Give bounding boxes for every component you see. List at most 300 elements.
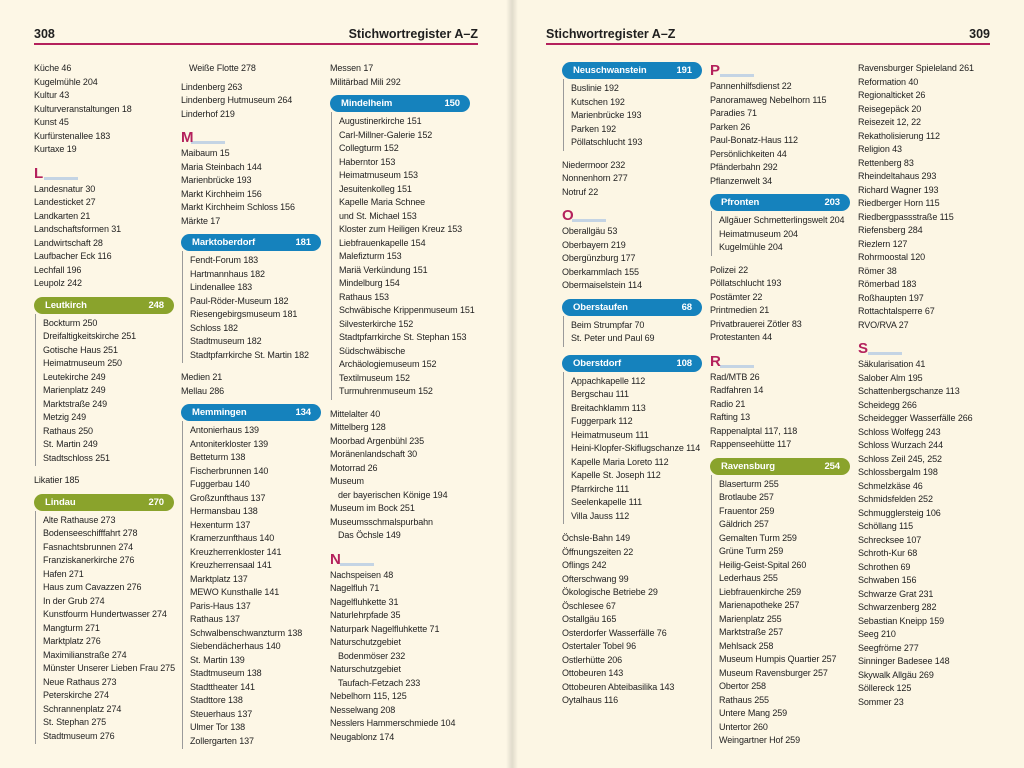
place-box-list: [182, 251, 321, 363]
index-entry: Oberallgäu 53: [562, 226, 618, 236]
place-box-entry: Liebfrauenkapelle 154: [339, 237, 426, 248]
letter-heading-bar: [340, 563, 374, 566]
place-box-title: Ravensburg: [721, 460, 775, 472]
place-box-entry: Gäldrich 257: [719, 519, 769, 529]
index-entry: Nesslers Hammerschmiede 104: [330, 718, 456, 728]
place-box-entry: Dreifaltigkeitskirche 251: [43, 331, 137, 341]
place-box-header: [562, 299, 702, 316]
index-entry: Moorbad Argenbühl 235: [330, 435, 424, 446]
place-box-entry: Kapelle Maria Loreto 112: [571, 456, 669, 467]
index-entry: Lindenberg 263: [181, 81, 243, 92]
place-box: [181, 234, 321, 363]
index-entry: Schrecksee 107: [858, 534, 922, 545]
running-title-right: Stichwortregister A–Z: [546, 27, 676, 41]
place-box-entry: Kapelle St. Joseph 112: [571, 470, 661, 480]
place-box-entry: Fuggerpark 112: [571, 416, 633, 426]
index-entry: Ostlerhütte 206: [562, 654, 623, 665]
index-entry: Söllereck 125: [858, 683, 912, 693]
index-column-2: [181, 62, 321, 757]
index-entry: Markt Kirchheim 156: [181, 188, 262, 199]
place-box-title: Neuschwanstein: [573, 65, 647, 76]
place-box-title: Mindelheim: [341, 98, 393, 109]
place-box-entry: Heilig-Geist-Spital 260: [719, 559, 807, 570]
header-rule: [34, 43, 478, 45]
place-box-page: 254: [824, 460, 840, 472]
letter-heading-bar: [868, 352, 902, 355]
index-entry: Obermaiselstein 114: [562, 280, 642, 290]
place-box-title: Marktoberdorf: [192, 237, 256, 248]
index-entry: Säkularisation 41: [858, 359, 926, 369]
place-box-entry: Mehlsack 258: [719, 640, 774, 651]
place-box-entry: Buslinie 192: [571, 83, 619, 93]
place-box-header: [34, 297, 174, 314]
index-entry: Riefensberg 284: [858, 225, 923, 235]
index-entry: Landwirtschaft 28: [34, 237, 103, 248]
letter-heading: [181, 129, 321, 146]
place-box-header: [710, 194, 850, 211]
index-entry: Rottachtalsperre 67: [858, 306, 935, 316]
place-box-entry: Augustinerkirche 151: [339, 116, 422, 126]
place-box-list: [182, 421, 321, 749]
index-entry: RVO/RVA 27: [858, 319, 909, 330]
place-box-entry: Fasnachtsbrunnen 274: [43, 541, 134, 552]
place-box-entry: Lindenallee 183: [190, 282, 253, 292]
index-entry: Schöllang 115: [858, 521, 914, 531]
place-box-entry: Museum Humpis Quartier 257: [719, 654, 837, 664]
index-column-1: [34, 62, 174, 752]
index-entry: Roßhaupten 197: [858, 292, 924, 303]
place-box-entry: Antoniterkloster 139: [190, 438, 269, 449]
place-box-page: 150: [444, 98, 460, 109]
place-box-entry: Brotlaube 257: [719, 492, 774, 502]
place-box-entry: St. Martin 139: [190, 654, 245, 665]
place-box-entry: Weingartner Hof 259: [719, 735, 800, 745]
place-box-list: [331, 112, 475, 400]
index-entry: Markt Kirchheim Schloss 156: [181, 202, 295, 212]
index-entry: Märkte 17: [181, 215, 221, 226]
letter-heading: [710, 353, 850, 370]
place-box-entry: Heimatmuseum 153: [339, 170, 418, 180]
place-box-entry: Pöllatschlucht 193: [571, 137, 643, 147]
place-box-header: [562, 355, 702, 372]
place-box-entry: Stadtmuseum 138: [190, 668, 262, 678]
place-box-entry: Metzig 249: [43, 412, 87, 422]
letter-heading: [710, 62, 850, 79]
index-column-6: [858, 62, 998, 709]
index-entry: Niedermoor 232: [562, 159, 626, 170]
place-box: [330, 95, 475, 400]
index-entry: Obergünzburg 177: [562, 253, 636, 263]
index-entry: Kurfürstenallee 183: [34, 130, 111, 141]
place-box-entry: Heimatmuseum 250: [43, 358, 122, 368]
index-entry: Persönlichkeiten 44: [710, 148, 787, 159]
place-box-entry: Kapelle Maria Schnee: [339, 197, 426, 207]
place-box-entry: Lederhaus 255: [719, 573, 778, 583]
place-box-entry: Mariä Verkündung 151: [339, 264, 428, 275]
place-box-entry: Südschwäbische: [339, 345, 406, 356]
index-entry: Lindenberg Hutmuseum 264: [181, 95, 293, 105]
index-entry: Nachspeisen 48: [330, 569, 394, 580]
index-entry: Naturschutzgebiet: [330, 664, 401, 674]
place-box-entry: Fuggerbau 140: [190, 479, 250, 489]
index-entry: Rettenberg 83: [858, 157, 914, 168]
place-box-entry: Kreuzherrensaal 141: [190, 560, 272, 570]
index-entry: der bayerischen Könige 194: [338, 489, 448, 500]
index-entry: Ofterschwang 99: [562, 573, 629, 584]
place-box-entry: Frauentor 259: [719, 505, 775, 516]
place-box-entry: Stadtpfarrkirche St. Stephan 153: [339, 332, 467, 342]
index-entry: Pflanzenwelt 34: [710, 175, 773, 186]
place-box-entry: Grüne Turm 259: [719, 546, 784, 556]
place-box-entry: Museum Ravensburger 257: [719, 667, 828, 678]
place-box-entry: Fischerbrunnen 140: [190, 465, 269, 476]
place-box-title: Memmingen: [192, 407, 247, 418]
index-entry: Rekatholisierung 112: [858, 130, 940, 141]
place-box-entry: Fendt-Forum 183: [190, 255, 259, 265]
place-box-entry: Betteturm 138: [190, 452, 246, 462]
index-entry: Reisegepäck 20: [858, 103, 922, 114]
index-entry: Radio 21: [710, 398, 746, 409]
index-entry: Museum: [330, 476, 364, 486]
place-box: [562, 299, 702, 347]
index-entry: Seeg 210: [858, 629, 896, 639]
place-box-entry: Hartmannhaus 182: [190, 268, 265, 279]
index-entry: Militärbad Mili 292: [330, 76, 401, 87]
index-entry: Schlossbergalm 198: [858, 467, 938, 477]
index-entry: Polizei 22: [710, 264, 749, 275]
place-box-entry: Untertor 260: [719, 721, 768, 732]
place-box-entry: Siebendächerhaus 140: [190, 641, 281, 651]
letter-heading-bar: [720, 365, 754, 368]
place-box-page: 191: [676, 65, 692, 76]
index-entry: Schwaben 156: [858, 575, 917, 585]
place-box: [562, 355, 702, 525]
index-entry: Religion 43: [858, 144, 902, 154]
index-entry: Riedberger Horn 115: [858, 198, 940, 208]
place-box-entry: Stadtschloss 251: [43, 452, 110, 463]
index-entry: Das Öchsle 149: [338, 530, 401, 540]
index-entry: Naturlehrpfade 35: [330, 610, 401, 620]
index-entry: Rheindeltahaus 293: [858, 171, 937, 181]
place-box-entry: Kunstfourm Hundertwasser 274: [43, 609, 167, 619]
index-entry: Reisezeit 12, 22: [858, 117, 921, 127]
place-box-page: 203: [824, 197, 840, 208]
place-box-entry: Hermansbau 138: [190, 506, 258, 516]
index-entry: Bodenmöser 232: [338, 650, 406, 661]
index-column-5: [710, 62, 850, 757]
place-box-entry: Heimatmuseum 204: [719, 228, 798, 239]
index-entry: Öchsle-Bahn 149: [562, 533, 631, 543]
index-entry: Kurtaxe 19: [34, 144, 77, 154]
place-box-entry: Heimatmuseum 111: [571, 429, 649, 440]
place-box-entry: Peterskirche 274: [43, 690, 109, 700]
place-box-entry: Obertor 258: [719, 681, 766, 691]
place-box-entry: Paris-Haus 137: [190, 600, 251, 611]
place-box-entry: Leutekirche 249: [43, 371, 106, 382]
index-entry: Salober Alm 195: [858, 372, 923, 383]
index-entry: Messen 17: [330, 63, 374, 73]
place-box-entry: Rathaus 153: [339, 291, 389, 302]
place-box-entry: Schrannenplatz 274: [43, 703, 122, 714]
index-entry: Privatbrauerei Zötler 83: [710, 318, 802, 329]
place-box-entry: Malefizturm 153: [339, 251, 402, 261]
letter-heading-bar: [191, 141, 225, 144]
place-box-entry: Archäologiemuseum 152: [339, 359, 437, 369]
index-entry: Nebelhorn 115, 125: [330, 691, 407, 701]
index-entry: Rad/MTB 26: [710, 371, 760, 382]
place-box-list: [563, 316, 702, 347]
place-box-entry: Carl-Millner-Galerie 152: [339, 129, 433, 140]
index-entry: Schwarze Grat 231: [858, 588, 934, 599]
place-box: [710, 194, 850, 256]
index-entry: Regionalticket 26: [858, 90, 926, 100]
place-box-entry: Marienapotheke 257: [719, 600, 800, 610]
index-entry: Öffnungszeiten 22: [562, 546, 634, 557]
place-box-entry: Antonierhaus 139: [190, 425, 259, 435]
index-entry: Moränenlandschaft 30: [330, 449, 418, 459]
page-number-left: 308: [34, 27, 55, 41]
place-box-list: [563, 79, 702, 151]
index-entry: Landesnatur 30: [34, 183, 96, 194]
index-entry: Richard Wagner 193: [858, 184, 939, 195]
place-box-entry: Münster Unserer Lieben Frau 275: [43, 663, 175, 673]
index-entry: Maria Steinbach 144: [181, 161, 262, 172]
index-entry: Sebastian Kneipp 159: [858, 615, 945, 626]
place-box-page: 68: [681, 301, 692, 313]
index-entry: Scheidegger Wasserfälle 266: [858, 413, 973, 423]
index-entry: Notruf 22: [562, 186, 599, 197]
index-entry: Lechfall 196: [34, 264, 82, 275]
place-box-entry: Haus zum Cavazzen 276: [43, 582, 142, 592]
index-entry: Sinninger Badesee 148: [858, 656, 950, 666]
letter-heading-text: N: [330, 550, 341, 568]
left-page-header: [34, 25, 478, 43]
letter-heading-bar: [44, 177, 78, 180]
place-box-list: [35, 314, 174, 467]
index-entry: Neugablonz 174: [330, 731, 395, 742]
index-entry: Schmidsfelden 252: [858, 494, 933, 504]
index-entry: Laufbacher Eck 116: [34, 251, 112, 261]
index-entry: Ottobeuren 143: [562, 668, 624, 678]
place-box-entry: Marktstraße 249: [43, 398, 108, 409]
place-box-entry: Paul-Röder-Museum 182: [190, 295, 289, 306]
index-entry: Nagelfluhkette 31: [330, 596, 399, 607]
index-entry: Naturschutzgebiet: [330, 637, 401, 647]
place-box-entry: Mindelburg 154: [339, 278, 400, 288]
place-box-title: Oberstaufen: [573, 301, 628, 313]
index-entry: Oberbayern 219: [562, 239, 626, 250]
index-entry: Rafting 13: [710, 412, 751, 422]
index-entry: Schrothen 69: [858, 561, 911, 572]
place-box-entry: Bockturm 250: [43, 317, 98, 328]
place-box-entry: Allgäuer Schmetterlingswelt 204: [719, 215, 845, 225]
index-entry: Osterdorfer Wasserfälle 76: [562, 627, 667, 638]
place-box-entry: Stadtpfarrkirche St. Martin 182: [190, 349, 309, 360]
index-entry: Kultur 43: [34, 90, 70, 100]
index-entry: Postämter 22: [710, 291, 763, 302]
place-box-entry: St. Martin 249: [43, 439, 98, 449]
place-box-entry: Gotische Haus 251: [43, 344, 118, 355]
place-box-header: [330, 95, 470, 112]
index-entry: Naturpark Nagelfluhkette 71: [330, 623, 440, 634]
place-box: [34, 494, 174, 745]
place-box-title: Lindau: [45, 496, 76, 508]
place-box-entry: Silvesterkirche 152: [339, 318, 414, 329]
letter-heading: [34, 165, 174, 182]
place-box-entry: Heini-Klopfer-Skiflugschanze 114: [571, 443, 701, 453]
index-entry: Rappenseehütte 117: [710, 439, 792, 449]
place-box-entry: Textilmuseum 152: [339, 372, 410, 383]
place-box-entry: Rathaus 137: [190, 614, 240, 624]
place-box-entry: St. Peter und Paul 69: [571, 333, 655, 343]
place-box-entry: Collegturm 152: [339, 143, 399, 153]
right-page-header: [546, 25, 990, 43]
index-entry: Medien 21: [181, 372, 223, 382]
place-box-entry: Rathaus 250: [43, 425, 93, 436]
index-entry: Reformation 40: [858, 76, 919, 87]
place-box-entry: Turmuhrenmuseum 152: [339, 386, 433, 396]
place-box: [562, 62, 702, 151]
index-entry: Nesselwang 208: [330, 704, 396, 715]
index-entry: Rohrmoostal 120: [858, 252, 926, 262]
letter-heading-text: L: [34, 164, 44, 182]
index-entry: Paul-Bonatz-Haus 112: [710, 135, 798, 145]
index-entry: Marienbrücke 193: [181, 175, 252, 185]
index-entry: Schmelzkäse 46: [858, 480, 923, 491]
index-entry: Ottobeuren Abteibasilika 143: [562, 681, 675, 692]
index-entry: Mellau 286: [181, 385, 225, 396]
letter-heading-text: R: [710, 352, 721, 370]
place-box-entry: Riesengebirgsmuseum 181: [190, 309, 298, 319]
place-box-page: 248: [148, 299, 164, 311]
place-box-entry: Kugelmühle 204: [719, 242, 783, 252]
place-box-entry: Zollergarten 137: [190, 735, 254, 746]
index-entry: Skywalk Allgäu 269: [858, 669, 934, 680]
index-entry: Museumsschmalspurbahn: [330, 516, 433, 527]
index-column-3: [330, 62, 475, 744]
place-box-entry: Schloss 182: [190, 322, 238, 333]
index-entry: Linderhof 219: [181, 108, 235, 119]
place-box-entry: MEWO Kunsthalle 141: [190, 587, 280, 597]
place-box-entry: Alte Rathause 273: [43, 514, 116, 525]
place-box: [181, 404, 321, 749]
place-box-entry: Stadttheater 141: [190, 681, 255, 692]
letter-heading-text: P: [710, 62, 720, 79]
index-entry: Motorrad 26: [330, 462, 378, 473]
place-box-list: [711, 211, 850, 256]
place-box-entry: Gemalten Turm 259: [719, 532, 797, 543]
letter-heading: [330, 551, 470, 568]
index-entry: Schwarzenberg 282: [858, 602, 937, 612]
book-gutter: [506, 0, 518, 768]
place-box-page: 270: [148, 496, 164, 508]
place-box-entry: Stadtmuseum 182: [190, 336, 262, 346]
place-box-entry: Marienplatz 255: [719, 613, 782, 624]
index-entry: Oytalhaus 116: [562, 695, 619, 705]
place-box-entry: Großzunfthaus 137: [190, 492, 266, 503]
place-box-header: [710, 458, 850, 475]
place-box-entry: Bergschau 111: [571, 389, 629, 399]
letter-heading-text: S: [858, 340, 868, 357]
index-entry: Weiße Flotte 278: [189, 63, 256, 73]
index-entry: Schattenbergschanze 113: [858, 386, 960, 396]
running-title-left: Stichwortregister A–Z: [348, 27, 478, 41]
index-entry: Taufach-Fetzach 233: [338, 677, 421, 688]
index-entry: Römerbad 183: [858, 279, 917, 289]
place-box-entry: Maximilianstraße 274: [43, 649, 127, 660]
place-box-entry: Schwäbische Krippenmuseum 151: [339, 305, 475, 315]
place-box-entry: Bodenseeschifffahrt 278: [43, 528, 138, 538]
index-entry: Küche 46: [34, 63, 72, 73]
place-box-entry: Blaserturm 255: [719, 478, 779, 489]
index-entry: Ravensburger Spieleland 261: [858, 63, 974, 73]
index-entry: Oberkammlach 155: [562, 266, 639, 277]
place-box-entry: St. Stephan 275: [43, 717, 107, 727]
place-box-entry: Beim Strumpfar 70: [571, 319, 645, 330]
index-entry: Ostertaler Tobel 96: [562, 641, 636, 651]
place-box-entry: Franziskanerkirche 276: [43, 555, 135, 565]
index-entry: Pfänderbahn 292: [710, 162, 778, 172]
index-entry: Scheidegg 266: [858, 399, 917, 410]
place-box-entry: Villa Jauss 112: [571, 510, 630, 521]
index-entry: Landkarten 21: [34, 210, 91, 221]
index-entry: Mittelalter 40: [330, 408, 381, 419]
header-rule: [546, 43, 990, 45]
place-box-entry: und St. Michael 153: [339, 210, 417, 221]
index-entry: Römer 38: [858, 265, 897, 276]
place-box-entry: Haberntor 153: [339, 156, 396, 167]
letter-heading: [858, 340, 998, 357]
place-box-entry: Kreuzherrenkloster 141: [190, 546, 282, 557]
index-entry: Kunst 45: [34, 117, 69, 127]
place-box-entry: Rathaus 255: [719, 694, 769, 705]
letter-heading-bar: [720, 74, 754, 77]
index-entry: Riezlern 127: [858, 238, 908, 249]
place-box-entry: In der Grub 274: [43, 595, 105, 606]
index-entry: Oflings 242: [562, 560, 607, 570]
right-page: [512, 0, 1024, 768]
index-entry: Likatier 185: [34, 475, 80, 485]
place-box-entry: Kramerzunfthaus 140: [190, 533, 275, 543]
index-entry: Kugelmühle 204: [34, 76, 98, 87]
place-box: [34, 297, 174, 467]
index-entry: Museum im Bock 251: [330, 503, 415, 513]
index-entry: Panoramaweg Nebelhorn 115: [710, 94, 827, 105]
index-entry: Nagelfluh 71: [330, 583, 380, 593]
place-box-entry: Kloster zum Heiligen Kreuz 153: [339, 224, 463, 234]
place-box-entry: Stadtmuseum 276: [43, 730, 115, 741]
place-box-entry: Untere Mang 259: [719, 708, 788, 718]
place-box-entry: Marktplatz 137: [190, 573, 248, 584]
place-box-title: Pfronten: [721, 197, 760, 208]
letter-heading: [562, 207, 702, 224]
place-box-list: [711, 475, 850, 749]
place-box-entry: Schwalbenschwanzturm 138: [190, 627, 303, 638]
index-entry: Parken 26: [710, 121, 751, 132]
index-entry: Schroth-Kur 68: [858, 548, 918, 558]
letter-heading-bar: [572, 219, 606, 222]
place-box: [710, 458, 850, 749]
place-box-title: Oberstdorf: [573, 357, 622, 369]
page-number-right: 309: [969, 27, 990, 41]
place-box-entry: Parken 192: [571, 123, 617, 134]
index-entry: Kulturveranstaltungen 18: [34, 103, 132, 114]
place-box-entry: Appachkapelle 112: [571, 375, 646, 386]
place-box-header: [181, 234, 321, 251]
index-entry: Protestanten 44: [710, 332, 773, 342]
place-box-entry: Marktplatz 276: [43, 636, 101, 646]
place-box-header: [562, 62, 702, 79]
